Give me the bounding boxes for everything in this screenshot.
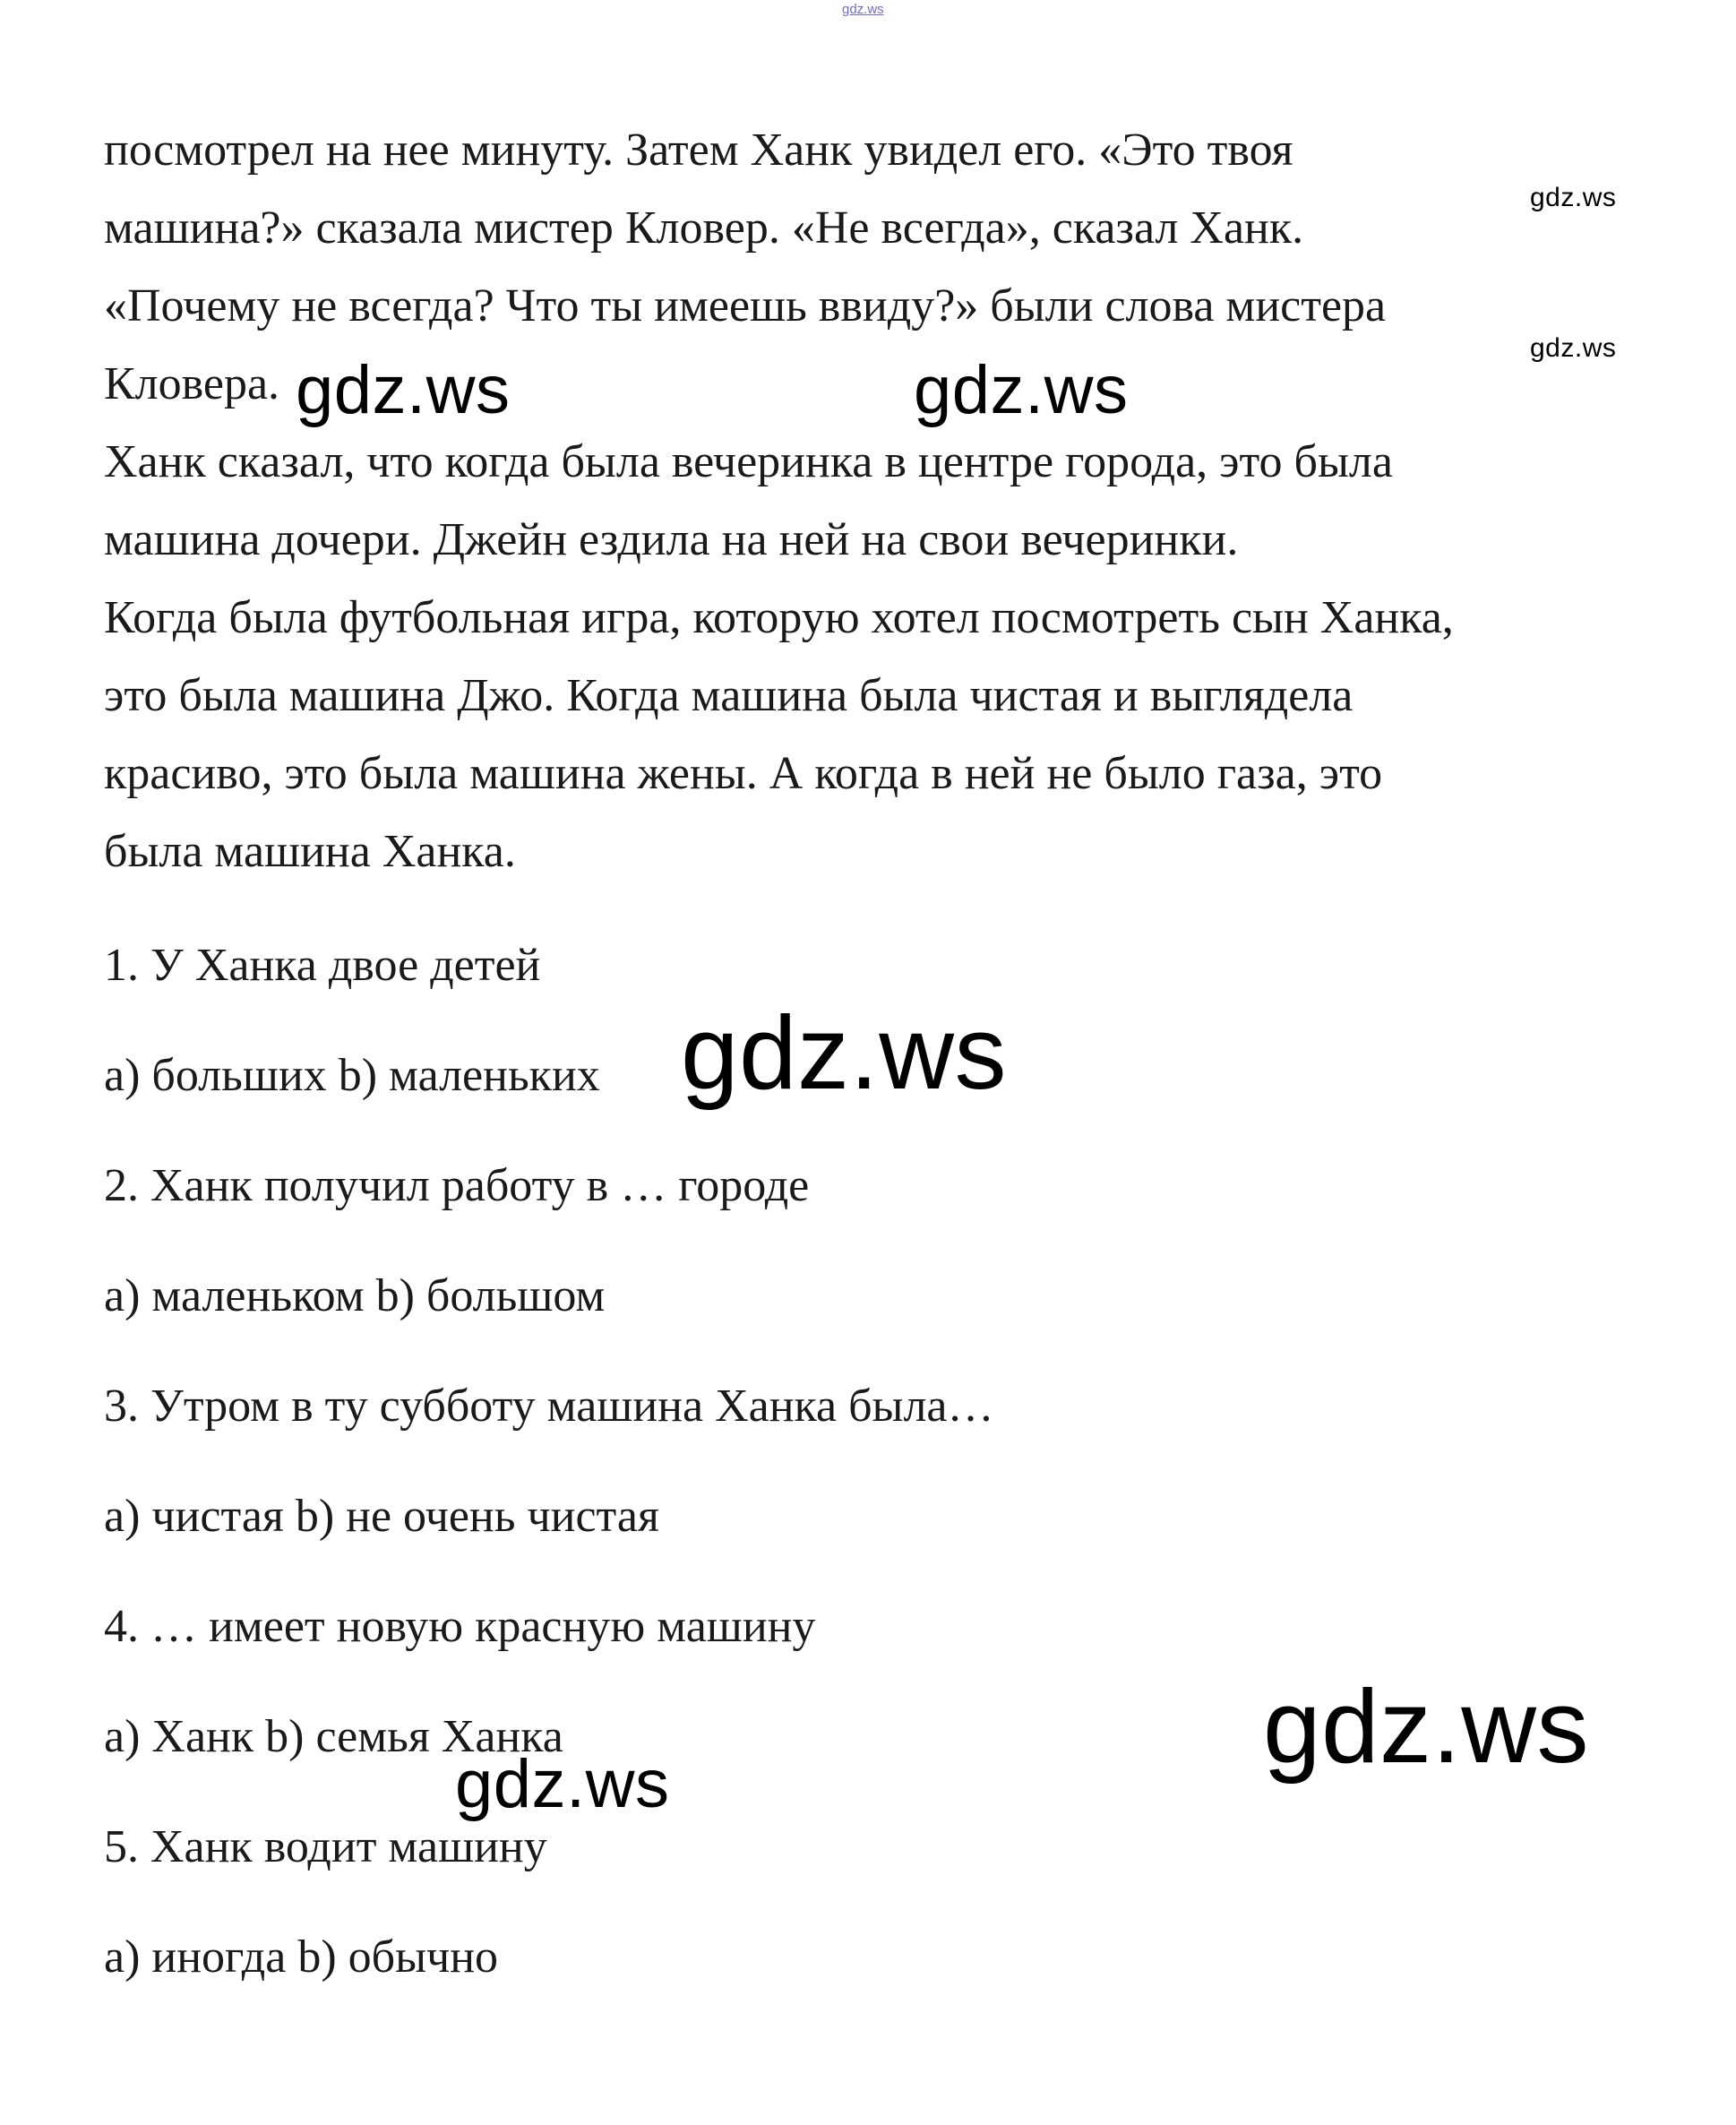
paragraph-line: машина дочери. Джейн ездила на ней на свои вечеринки. — [104, 514, 1239, 565]
paragraph-line: это была машина Джо. Когда машина была чистая и выглядела — [104, 670, 1354, 721]
question-4-options: a) Ханк b) семья Ханка — [104, 1711, 563, 1762]
question-1: 1. У Ханка двое детей — [104, 940, 541, 991]
question-3-options: a) чистая b) не очень чистая — [104, 1491, 659, 1542]
paragraph-line: Кловера. — [104, 358, 280, 409]
paragraph-line: была машина Ханка. — [104, 826, 516, 877]
paragraph-line: красиво, это была машина жены. А когда в ней не было газа, это — [104, 748, 1383, 799]
paragraph-line: Ханк сказал, что когда была вечеринка в центре города, это была — [104, 436, 1393, 487]
question-5: 5. Ханк водит машину — [104, 1821, 547, 1872]
watermark: gdz.ws — [455, 1746, 670, 1822]
paragraph-line: посмотрел на нее минуту. Затем Ханк увидел его. «Это твоя — [104, 125, 1293, 176]
question-5-options: a) иногда b) обычно — [104, 1931, 499, 1983]
question-3: 3. Утром в ту субботу машина Ханка была… — [104, 1381, 994, 1432]
paragraph-line: машина?» сказала мистер Кловер. «Не всегда», сказал Ханк. — [104, 202, 1304, 254]
watermark: gdz.ws — [681, 994, 1008, 1111]
question-2-options: a) маленьком b) большом — [104, 1270, 606, 1321]
watermark: gdz.ws — [914, 352, 1129, 428]
watermark: gdz.ws — [1263, 1668, 1590, 1785]
question-1-options: a) больших b) маленьких — [104, 1050, 600, 1101]
watermark: gdz.ws — [296, 352, 511, 428]
watermark: gdz.ws — [1530, 333, 1617, 363]
paragraph-line: «Почему не всегда? Что ты имеешь ввиду?» были слова мистера — [104, 280, 1387, 331]
watermark: gdz.ws — [1530, 183, 1617, 212]
question-4: 4. … имеет новую красную машину — [104, 1601, 816, 1652]
paragraph-line: Когда была футбольная игра, которую хотел посмотреть сын Ханка, — [104, 592, 1454, 643]
top-site-link[interactable]: gdz.ws — [842, 2, 884, 17]
question-2: 2. Ханк получил работу в … городе — [104, 1160, 810, 1211]
